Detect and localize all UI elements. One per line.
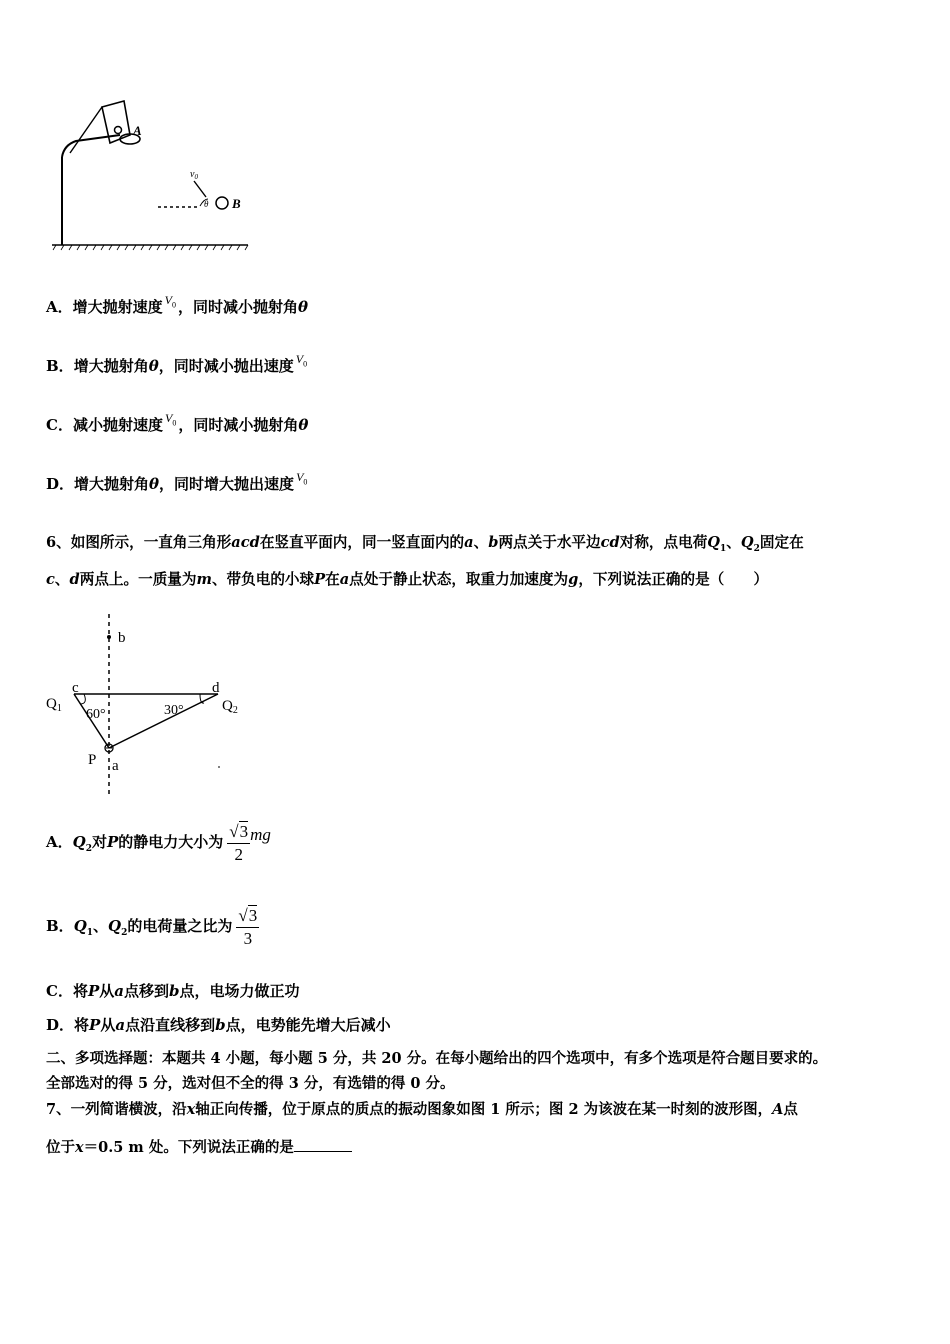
q6-option-c[interactable]: C．将P从a点移到b点，电场力做正功 <box>46 982 300 1000</box>
label-a: A <box>133 123 142 138</box>
q5-option-d[interactable]: D．增大抛射角θ，同时增大抛出速度 $^{V_0}$ <box>46 470 308 493</box>
label-c: c <box>72 680 79 696</box>
answer-blank[interactable] <box>294 1137 352 1152</box>
q6-stem-line2: c、d两点上。一质量为m、带负电的小球P在a点处于静止状态，取重力加速度为g，下列说法正确的是（ ） <box>46 571 769 588</box>
q5-option-b[interactable]: B．增大抛射角θ，同时减小抛出速度 $^{V_0}$ <box>46 352 308 375</box>
fraction-sqrt3-over-3: $\frac{√3}{3}$ <box>238 905 258 948</box>
section2-heading-line2: 全部选对的得 5 分，选对但不全的得 3 分，有选错的得 0 分。 <box>46 1075 455 1092</box>
label-v0: $v_0$ <box>190 169 198 181</box>
label-angle-30: 30° <box>164 703 184 718</box>
q7-stem-line2: 位于x＝0.5 m 处。下列说法正确的是 <box>46 1137 352 1158</box>
q6-option-a[interactable]: A．$Q_2$对P的静电力大小为 $\frac{√3}{2}$ mg <box>46 821 271 864</box>
q6-stem-line1: 6、如图所示，一直角三角形acd在竖直平面内，同一竖直面内的a、b两点关于水平边cd对称，点电荷$Q_1$、$Q_2$固定在 <box>46 534 804 554</box>
triangle-figure <box>40 612 260 802</box>
q5-option-a[interactable]: A．增大抛射速度 $^{V_0}$ ，同时减小抛射角θ <box>46 293 309 316</box>
fraction-sqrt3-over-2: $\frac{√3}{2}$ <box>229 821 249 864</box>
label-b: B <box>232 196 241 211</box>
q7-stem-line1: 7、一列简谐横波，沿x轴正向传播，位于原点的质点的振动图象如图 1 所示；图 2 为该波在某一时刻的波形图，A点 <box>46 1101 798 1118</box>
label-a: a <box>112 758 119 774</box>
label-q1: $Q_1$ <box>46 696 62 714</box>
label-b: b <box>118 630 126 646</box>
v0-symbol: V0 <box>295 352 308 369</box>
q5-option-c[interactable]: C．减小抛射速度 $^{V_0}$ ，同时减小抛射角θ <box>46 411 309 434</box>
label-q2: $Q_2$ <box>222 698 238 716</box>
label-d: d <box>212 680 220 696</box>
v0-symbol: V0 <box>164 293 176 310</box>
section2-heading-line1: 二、多项选择题：本题共 4 小题，每小题 5 分，共 20 分。在每小题给出的四个选项中，有多个选项是符合题目要求的。 <box>46 1050 828 1067</box>
label-angle-60: 60° <box>86 707 106 722</box>
label-p: P <box>88 752 97 768</box>
basketball-figure <box>50 95 270 260</box>
v0-symbol: V0 <box>296 470 308 487</box>
label-theta: θ <box>204 199 209 209</box>
v0-symbol: V0 <box>164 411 177 428</box>
q6-option-d[interactable]: D．将P从a点沿直线移到b点，电势能先增大后减小 <box>46 1016 391 1034</box>
q6-option-b[interactable]: B．$Q_1$、$Q_2$的电荷量之比为 $\frac{√3}{3}$ <box>46 905 258 948</box>
